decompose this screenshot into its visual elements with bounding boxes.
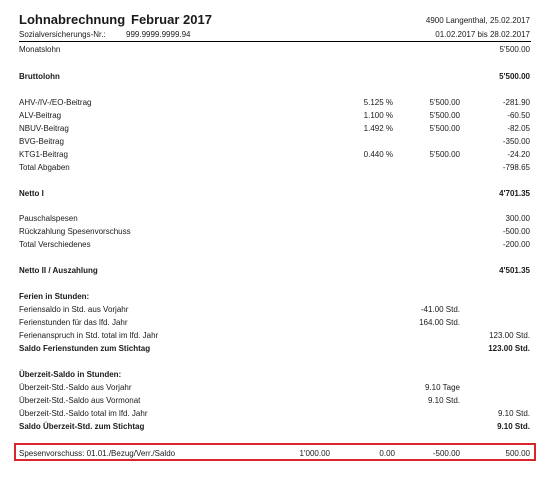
row-amount: 300.00 bbox=[505, 214, 530, 223]
row-amount: -798.65 bbox=[502, 163, 530, 172]
row-label: Rückzahlung Spesenvorschuss bbox=[19, 227, 131, 236]
row-label: Netto I bbox=[19, 189, 44, 198]
row-label: NBUV-Beitrag bbox=[19, 124, 69, 133]
row-mid-value: 9.10 Std. bbox=[427, 396, 460, 405]
row-base: 5'500.00 bbox=[429, 98, 460, 107]
row-amount: -82.05 bbox=[507, 124, 530, 133]
spesen-bezug: 0.00 bbox=[379, 449, 395, 458]
row-label: Total Verschiedenes bbox=[19, 240, 91, 249]
row-base: 5'500.00 bbox=[429, 150, 460, 159]
row-label: Überzeit-Std.-Saldo total im lfd. Jahr bbox=[19, 409, 148, 418]
row-label: Monatslohn bbox=[19, 45, 61, 54]
row-rate: 1.492 % bbox=[363, 124, 393, 133]
row-label: Netto II / Auszahlung bbox=[19, 266, 98, 275]
row-amount: 9.10 Std. bbox=[497, 409, 530, 418]
spesen-saldo: 500.00 bbox=[505, 449, 530, 458]
row-amount: 123.00 Std. bbox=[489, 331, 530, 340]
row-rate: 5.125 % bbox=[363, 98, 393, 107]
spesen-bezug-start: 1'000.00 bbox=[299, 449, 330, 458]
row-mid-value: 164.00 Std. bbox=[419, 318, 460, 327]
row-rate: 1.100 % bbox=[363, 111, 393, 120]
row-label: KTG1-Beitrag bbox=[19, 150, 68, 159]
row-label: Bruttolohn bbox=[19, 72, 60, 81]
svn-label: Sozialversicherungs-Nr.: bbox=[19, 30, 106, 39]
row-label: Überzeit-Saldo in Stunden: bbox=[19, 370, 122, 379]
row-label: Total Abgaben bbox=[19, 163, 70, 172]
row-amount: -281.90 bbox=[502, 98, 530, 107]
row-label: Überzeit-Std.-Saldo aus Vorjahr bbox=[19, 383, 132, 392]
location-date: 4900 Langenthal, 25.02.2017 bbox=[425, 16, 530, 25]
row-amount: 4'501.35 bbox=[499, 266, 530, 275]
row-label: BVG-Beitrag bbox=[19, 137, 64, 146]
row-amount: -24.20 bbox=[507, 150, 530, 159]
row-mid-value: 9.10 Tage bbox=[425, 383, 460, 392]
row-amount: 4'701.35 bbox=[499, 189, 530, 198]
date-range: 01.02.2017 bis 28.02.2017 bbox=[435, 30, 530, 39]
row-label: AHV-/IV-/EO-Beitrag bbox=[19, 98, 92, 107]
row-amount: 5'500.00 bbox=[499, 72, 530, 81]
row-label: Überzeit-Std.-Saldo aus Vormonat bbox=[19, 396, 141, 405]
row-label: Saldo Überzeit-Std. zum Stichtag bbox=[19, 422, 145, 431]
spesen-verrechnung: -500.00 bbox=[432, 449, 460, 458]
spesen-label: Spesenvorschuss: 01.01./Bezug/Verr./Saldo bbox=[19, 449, 176, 458]
row-label: Feriensaldo in Std. aus Vorjahr bbox=[19, 305, 129, 314]
row-amount: -350.00 bbox=[502, 137, 530, 146]
row-amount: 123.00 Std. bbox=[488, 344, 530, 353]
row-label: Ferien in Stunden: bbox=[19, 292, 90, 301]
row-amount: -60.50 bbox=[507, 111, 530, 120]
row-amount: 5'500.00 bbox=[499, 45, 530, 54]
header-divider bbox=[19, 41, 531, 42]
row-label: ALV-Beitrag bbox=[19, 111, 62, 120]
row-rate: 0.440 % bbox=[363, 150, 393, 159]
row-amount: -500.00 bbox=[502, 227, 530, 236]
row-mid-value: -41.00 Std. bbox=[420, 305, 460, 314]
row-label: Pauschalspesen bbox=[19, 214, 78, 223]
row-label: Ferienanspruch in Std. total im lfd. Jahr bbox=[19, 331, 159, 340]
row-label: Ferienstunden für das lfd. Jahr bbox=[19, 318, 128, 327]
row-amount: -200.00 bbox=[502, 240, 530, 249]
row-base: 5'500.00 bbox=[429, 111, 460, 120]
row-label: Saldo Ferienstunden zum Stichtag bbox=[19, 344, 151, 353]
document-title: Lohnabrechnung bbox=[19, 12, 126, 27]
row-base: 5'500.00 bbox=[429, 124, 460, 133]
svn-value: 999.9999.9999.94 bbox=[126, 30, 191, 39]
row-amount: 9.10 Std. bbox=[497, 422, 530, 431]
period-title: Februar 2017 bbox=[131, 12, 212, 27]
